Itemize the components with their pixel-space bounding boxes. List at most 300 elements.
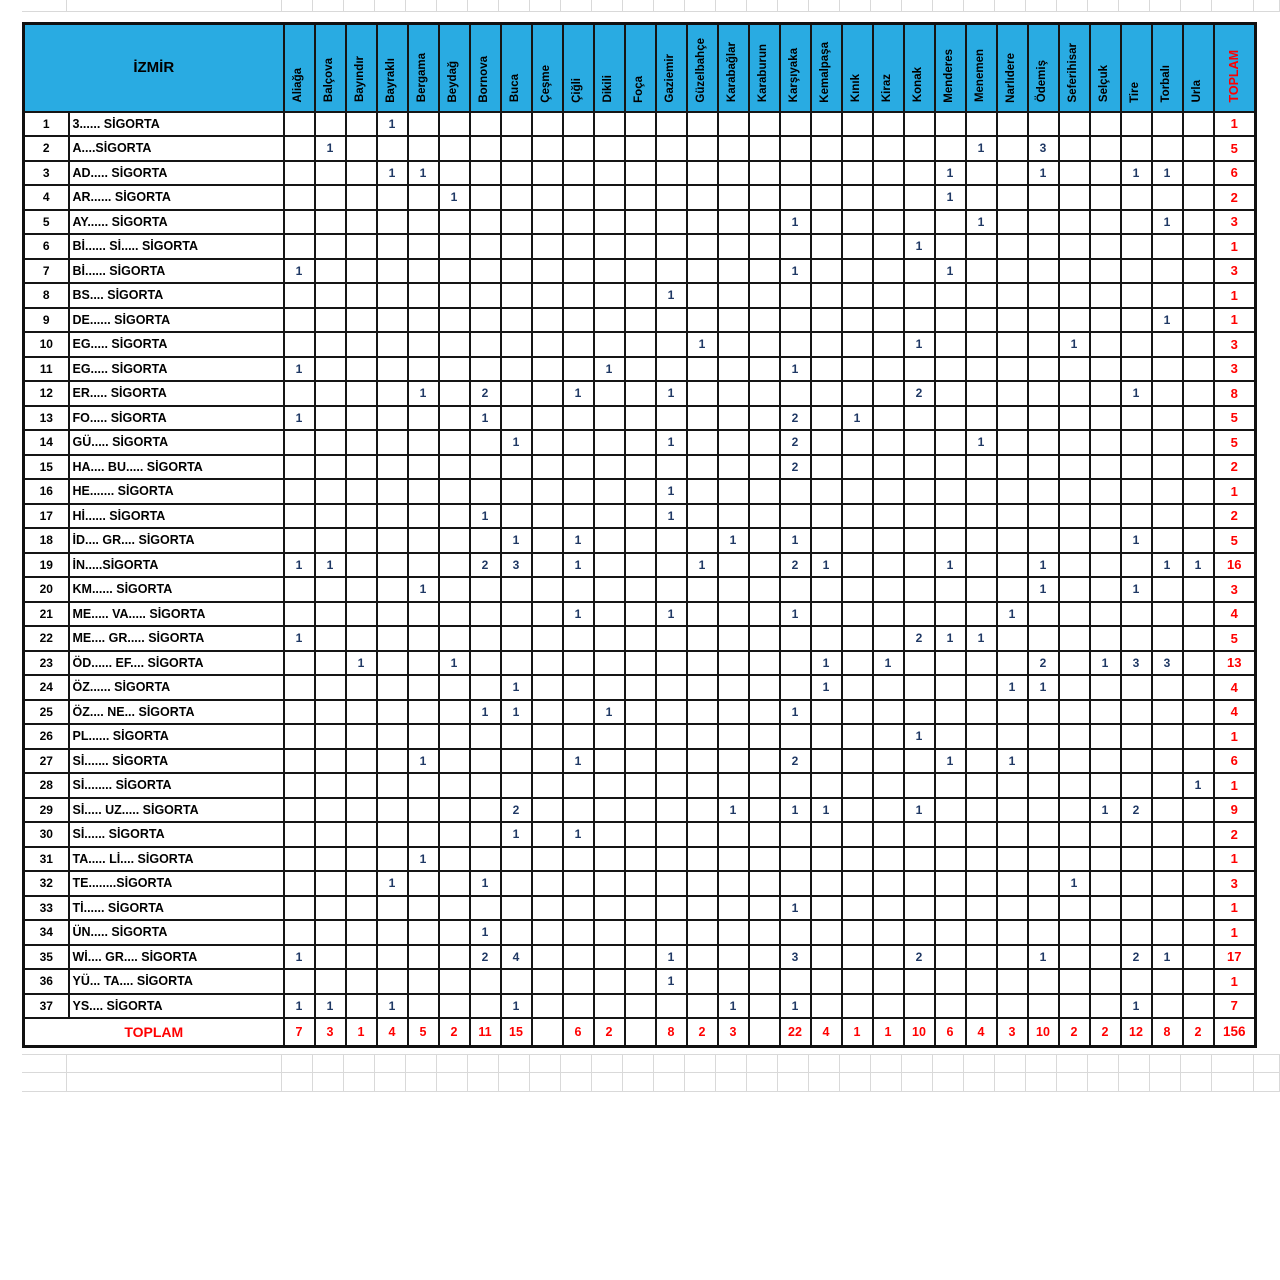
count-cell[interactable] xyxy=(625,675,656,700)
count-cell[interactable] xyxy=(749,920,780,945)
company-name[interactable]: Hİ...... SİGORTA xyxy=(69,504,284,529)
count-cell[interactable] xyxy=(439,332,470,357)
count-cell[interactable]: 4 xyxy=(501,945,532,970)
count-cell[interactable] xyxy=(935,822,966,847)
count-cell[interactable] xyxy=(625,651,656,676)
row-number[interactable]: 37 xyxy=(24,994,69,1019)
count-cell[interactable] xyxy=(1183,626,1214,651)
count-cell[interactable] xyxy=(532,847,563,872)
count-cell[interactable] xyxy=(532,161,563,186)
count-cell[interactable] xyxy=(625,112,656,137)
count-cell[interactable] xyxy=(408,332,439,357)
count-cell[interactable] xyxy=(408,602,439,627)
count-cell[interactable]: 1 xyxy=(284,259,315,284)
count-cell[interactable]: 2 xyxy=(904,945,935,970)
count-cell[interactable] xyxy=(718,479,749,504)
count-cell[interactable] xyxy=(1183,602,1214,627)
count-cell[interactable] xyxy=(780,577,811,602)
count-cell[interactable] xyxy=(532,259,563,284)
count-cell[interactable] xyxy=(470,308,501,333)
count-cell[interactable] xyxy=(904,136,935,161)
count-cell[interactable] xyxy=(346,749,377,774)
count-cell[interactable] xyxy=(842,896,873,921)
count-cell[interactable] xyxy=(904,700,935,725)
count-cell[interactable] xyxy=(842,945,873,970)
count-cell[interactable] xyxy=(811,259,842,284)
count-cell[interactable]: 1 xyxy=(470,700,501,725)
count-cell[interactable] xyxy=(780,161,811,186)
count-cell[interactable] xyxy=(1059,259,1090,284)
count-cell[interactable] xyxy=(1090,479,1121,504)
row-total[interactable]: 5 xyxy=(1214,430,1256,455)
count-cell[interactable] xyxy=(1059,553,1090,578)
count-cell[interactable] xyxy=(935,945,966,970)
count-cell[interactable] xyxy=(935,700,966,725)
company-name[interactable]: Tİ...... SİGORTA xyxy=(69,896,284,921)
count-cell[interactable] xyxy=(594,626,625,651)
column-total[interactable]: 4 xyxy=(811,1018,842,1046)
count-cell[interactable] xyxy=(656,553,687,578)
count-cell[interactable] xyxy=(532,749,563,774)
count-cell[interactable] xyxy=(997,969,1028,994)
count-cell[interactable] xyxy=(532,504,563,529)
count-cell[interactable] xyxy=(439,430,470,455)
count-cell[interactable]: 2 xyxy=(780,430,811,455)
count-cell[interactable] xyxy=(346,969,377,994)
count-cell[interactable] xyxy=(1028,602,1059,627)
count-cell[interactable] xyxy=(966,773,997,798)
count-cell[interactable] xyxy=(1152,847,1183,872)
count-cell[interactable] xyxy=(935,234,966,259)
count-cell[interactable] xyxy=(749,749,780,774)
count-cell[interactable] xyxy=(625,822,656,847)
count-cell[interactable] xyxy=(997,773,1028,798)
count-cell[interactable] xyxy=(811,430,842,455)
count-cell[interactable] xyxy=(346,798,377,823)
count-cell[interactable] xyxy=(470,847,501,872)
count-cell[interactable] xyxy=(811,945,842,970)
count-cell[interactable] xyxy=(408,112,439,137)
count-cell[interactable] xyxy=(439,675,470,700)
count-cell[interactable] xyxy=(997,577,1028,602)
count-cell[interactable] xyxy=(1059,455,1090,480)
count-cell[interactable] xyxy=(718,161,749,186)
count-cell[interactable] xyxy=(1059,798,1090,823)
row-total[interactable]: 1 xyxy=(1214,283,1256,308)
count-cell[interactable] xyxy=(408,136,439,161)
column-total[interactable]: 3 xyxy=(718,1018,749,1046)
count-cell[interactable] xyxy=(532,455,563,480)
count-cell[interactable] xyxy=(1059,724,1090,749)
count-cell[interactable] xyxy=(718,234,749,259)
count-cell[interactable] xyxy=(811,847,842,872)
count-cell[interactable] xyxy=(470,651,501,676)
count-cell[interactable] xyxy=(532,675,563,700)
count-cell[interactable] xyxy=(749,504,780,529)
row-number[interactable]: 3 xyxy=(24,161,69,186)
count-cell[interactable] xyxy=(1090,945,1121,970)
count-cell[interactable] xyxy=(625,602,656,627)
count-cell[interactable]: 3 xyxy=(501,553,532,578)
count-cell[interactable] xyxy=(284,528,315,553)
count-cell[interactable] xyxy=(594,283,625,308)
row-total[interactable]: 13 xyxy=(1214,651,1256,676)
count-cell[interactable] xyxy=(997,308,1028,333)
count-cell[interactable] xyxy=(780,479,811,504)
count-cell[interactable] xyxy=(1059,161,1090,186)
grand-total[interactable]: 156 xyxy=(1214,1018,1256,1046)
count-cell[interactable] xyxy=(470,577,501,602)
count-cell[interactable] xyxy=(1152,822,1183,847)
count-cell[interactable] xyxy=(1183,920,1214,945)
count-cell[interactable] xyxy=(966,969,997,994)
count-cell[interactable] xyxy=(594,724,625,749)
count-cell[interactable]: 3 xyxy=(1028,136,1059,161)
count-cell[interactable] xyxy=(966,920,997,945)
count-cell[interactable]: 3 xyxy=(1152,651,1183,676)
company-name[interactable]: ÜN..... SİGORTA xyxy=(69,920,284,945)
count-cell[interactable] xyxy=(997,700,1028,725)
count-cell[interactable] xyxy=(873,357,904,382)
count-cell[interactable] xyxy=(842,675,873,700)
count-cell[interactable] xyxy=(315,308,346,333)
count-cell[interactable] xyxy=(439,994,470,1019)
column-total[interactable]: 7 xyxy=(284,1018,315,1046)
count-cell[interactable] xyxy=(284,161,315,186)
count-cell[interactable] xyxy=(1090,700,1121,725)
count-cell[interactable] xyxy=(873,504,904,529)
count-cell[interactable] xyxy=(842,479,873,504)
count-cell[interactable]: 1 xyxy=(594,700,625,725)
count-cell[interactable] xyxy=(1090,308,1121,333)
count-cell[interactable] xyxy=(439,602,470,627)
count-cell[interactable] xyxy=(811,528,842,553)
column-total[interactable]: 4 xyxy=(966,1018,997,1046)
count-cell[interactable]: 1 xyxy=(1090,651,1121,676)
count-cell[interactable] xyxy=(315,822,346,847)
count-cell[interactable] xyxy=(842,847,873,872)
count-cell[interactable] xyxy=(749,234,780,259)
count-cell[interactable] xyxy=(625,332,656,357)
count-cell[interactable] xyxy=(904,185,935,210)
count-cell[interactable] xyxy=(439,945,470,970)
count-cell[interactable] xyxy=(625,308,656,333)
count-cell[interactable] xyxy=(718,332,749,357)
count-cell[interactable] xyxy=(501,871,532,896)
column-header-12[interactable] xyxy=(625,24,656,112)
count-cell[interactable] xyxy=(904,749,935,774)
row-total[interactable]: 5 xyxy=(1214,406,1256,431)
company-name[interactable]: ER..... SİGORTA xyxy=(69,381,284,406)
count-cell[interactable] xyxy=(997,259,1028,284)
count-cell[interactable] xyxy=(377,969,408,994)
count-cell[interactable] xyxy=(1059,234,1090,259)
count-cell[interactable] xyxy=(935,773,966,798)
row-number[interactable]: 12 xyxy=(24,381,69,406)
count-cell[interactable]: 1 xyxy=(780,259,811,284)
count-cell[interactable] xyxy=(1152,479,1183,504)
count-cell[interactable]: 1 xyxy=(563,822,594,847)
count-cell[interactable] xyxy=(532,553,563,578)
count-cell[interactable] xyxy=(873,332,904,357)
count-cell[interactable] xyxy=(749,602,780,627)
count-cell[interactable] xyxy=(966,724,997,749)
count-cell[interactable] xyxy=(625,455,656,480)
count-cell[interactable] xyxy=(873,724,904,749)
count-cell[interactable] xyxy=(532,381,563,406)
count-cell[interactable] xyxy=(470,969,501,994)
count-cell[interactable] xyxy=(935,283,966,308)
count-cell[interactable] xyxy=(532,773,563,798)
count-cell[interactable] xyxy=(625,871,656,896)
count-cell[interactable] xyxy=(935,724,966,749)
count-cell[interactable] xyxy=(780,626,811,651)
count-cell[interactable] xyxy=(346,896,377,921)
count-cell[interactable] xyxy=(780,822,811,847)
count-cell[interactable] xyxy=(1121,406,1152,431)
count-cell[interactable] xyxy=(997,455,1028,480)
count-cell[interactable] xyxy=(780,969,811,994)
count-cell[interactable] xyxy=(625,479,656,504)
row-total[interactable]: 2 xyxy=(1214,822,1256,847)
count-cell[interactable] xyxy=(1121,332,1152,357)
column-total[interactable]: 2 xyxy=(1183,1018,1214,1046)
count-cell[interactable] xyxy=(935,479,966,504)
count-cell[interactable] xyxy=(749,381,780,406)
count-cell[interactable] xyxy=(997,871,1028,896)
count-cell[interactable] xyxy=(687,798,718,823)
count-cell[interactable] xyxy=(718,920,749,945)
count-cell[interactable] xyxy=(346,357,377,382)
count-cell[interactable] xyxy=(656,332,687,357)
company-name[interactable]: TA..... Lİ.... SİGORTA xyxy=(69,847,284,872)
count-cell[interactable] xyxy=(1152,626,1183,651)
count-cell[interactable] xyxy=(749,724,780,749)
company-name[interactable]: Wİ.... GR.... SİGORTA xyxy=(69,945,284,970)
count-cell[interactable] xyxy=(842,528,873,553)
count-cell[interactable] xyxy=(594,455,625,480)
count-cell[interactable] xyxy=(439,455,470,480)
count-cell[interactable] xyxy=(1090,675,1121,700)
count-cell[interactable] xyxy=(284,651,315,676)
count-cell[interactable] xyxy=(315,234,346,259)
column-header-3[interactable] xyxy=(346,24,377,112)
count-cell[interactable] xyxy=(284,773,315,798)
count-cell[interactable]: 1 xyxy=(408,161,439,186)
count-cell[interactable] xyxy=(439,896,470,921)
count-cell[interactable] xyxy=(997,381,1028,406)
count-cell[interactable]: 1 xyxy=(1059,332,1090,357)
count-cell[interactable] xyxy=(377,626,408,651)
count-cell[interactable]: 1 xyxy=(718,994,749,1019)
count-cell[interactable] xyxy=(749,308,780,333)
count-cell[interactable] xyxy=(315,773,346,798)
count-cell[interactable] xyxy=(904,479,935,504)
count-cell[interactable] xyxy=(1152,504,1183,529)
count-cell[interactable] xyxy=(842,577,873,602)
count-cell[interactable] xyxy=(315,185,346,210)
count-cell[interactable] xyxy=(687,136,718,161)
count-cell[interactable] xyxy=(1059,700,1090,725)
count-cell[interactable] xyxy=(966,259,997,284)
count-cell[interactable] xyxy=(1028,822,1059,847)
count-cell[interactable] xyxy=(594,259,625,284)
count-cell[interactable] xyxy=(687,308,718,333)
count-cell[interactable] xyxy=(346,185,377,210)
row-number[interactable]: 20 xyxy=(24,577,69,602)
count-cell[interactable] xyxy=(346,847,377,872)
count-cell[interactable] xyxy=(1121,675,1152,700)
count-cell[interactable] xyxy=(656,798,687,823)
count-cell[interactable] xyxy=(315,602,346,627)
count-cell[interactable] xyxy=(284,308,315,333)
count-cell[interactable]: 1 xyxy=(656,969,687,994)
company-name[interactable]: FO..... SİGORTA xyxy=(69,406,284,431)
count-cell[interactable] xyxy=(1121,259,1152,284)
count-cell[interactable] xyxy=(1152,700,1183,725)
count-cell[interactable] xyxy=(687,675,718,700)
column-header-10[interactable] xyxy=(563,24,594,112)
count-cell[interactable] xyxy=(873,969,904,994)
count-cell[interactable] xyxy=(873,602,904,627)
column-header-30[interactable] xyxy=(1183,24,1214,112)
count-cell[interactable] xyxy=(904,112,935,137)
count-cell[interactable] xyxy=(687,455,718,480)
count-cell[interactable] xyxy=(408,308,439,333)
count-cell[interactable] xyxy=(1059,675,1090,700)
column-header-26[interactable] xyxy=(1059,24,1090,112)
count-cell[interactable] xyxy=(904,553,935,578)
row-number[interactable]: 17 xyxy=(24,504,69,529)
count-cell[interactable] xyxy=(997,430,1028,455)
count-cell[interactable] xyxy=(1028,773,1059,798)
count-cell[interactable] xyxy=(1121,504,1152,529)
count-cell[interactable] xyxy=(935,308,966,333)
row-total[interactable]: 16 xyxy=(1214,553,1256,578)
count-cell[interactable] xyxy=(1059,969,1090,994)
count-cell[interactable] xyxy=(408,822,439,847)
count-cell[interactable] xyxy=(439,210,470,235)
column-header-6[interactable] xyxy=(439,24,470,112)
count-cell[interactable] xyxy=(1059,945,1090,970)
count-cell[interactable] xyxy=(408,773,439,798)
count-cell[interactable] xyxy=(1152,112,1183,137)
column-total[interactable]: 12 xyxy=(1121,1018,1152,1046)
count-cell[interactable] xyxy=(408,994,439,1019)
company-name[interactable]: Bİ...... SİGORTA xyxy=(69,259,284,284)
count-cell[interactable] xyxy=(563,308,594,333)
column-header-7[interactable] xyxy=(470,24,501,112)
count-cell[interactable] xyxy=(749,185,780,210)
count-cell[interactable] xyxy=(687,602,718,627)
count-cell[interactable] xyxy=(439,479,470,504)
count-cell[interactable] xyxy=(1121,700,1152,725)
count-cell[interactable] xyxy=(656,749,687,774)
count-cell[interactable] xyxy=(377,332,408,357)
count-cell[interactable] xyxy=(656,406,687,431)
count-cell[interactable] xyxy=(284,847,315,872)
count-cell[interactable] xyxy=(315,430,346,455)
count-cell[interactable]: 2 xyxy=(470,945,501,970)
count-cell[interactable]: 1 xyxy=(315,994,346,1019)
count-cell[interactable] xyxy=(532,700,563,725)
count-cell[interactable] xyxy=(873,675,904,700)
count-cell[interactable] xyxy=(811,871,842,896)
count-cell[interactable] xyxy=(718,651,749,676)
column-header-16[interactable] xyxy=(749,24,780,112)
count-cell[interactable] xyxy=(749,430,780,455)
count-cell[interactable] xyxy=(594,773,625,798)
count-cell[interactable] xyxy=(718,259,749,284)
count-cell[interactable] xyxy=(811,700,842,725)
row-total[interactable]: 1 xyxy=(1214,479,1256,504)
count-cell[interactable]: 1 xyxy=(439,185,470,210)
count-cell[interactable] xyxy=(935,504,966,529)
count-cell[interactable] xyxy=(904,602,935,627)
count-cell[interactable] xyxy=(346,700,377,725)
count-cell[interactable] xyxy=(346,994,377,1019)
company-name[interactable]: ÖD...... EF.... SİGORTA xyxy=(69,651,284,676)
count-cell[interactable] xyxy=(532,871,563,896)
count-cell[interactable] xyxy=(377,773,408,798)
count-cell[interactable] xyxy=(842,700,873,725)
count-cell[interactable] xyxy=(346,112,377,137)
count-cell[interactable] xyxy=(1121,234,1152,259)
count-cell[interactable] xyxy=(718,455,749,480)
count-cell[interactable] xyxy=(687,945,718,970)
count-cell[interactable]: 1 xyxy=(501,528,532,553)
count-cell[interactable] xyxy=(687,259,718,284)
count-cell[interactable]: 1 xyxy=(408,577,439,602)
count-cell[interactable] xyxy=(997,626,1028,651)
count-cell[interactable] xyxy=(470,896,501,921)
count-cell[interactable] xyxy=(1028,920,1059,945)
count-cell[interactable] xyxy=(811,504,842,529)
count-cell[interactable] xyxy=(842,136,873,161)
count-cell[interactable] xyxy=(346,528,377,553)
count-cell[interactable] xyxy=(1028,430,1059,455)
count-cell[interactable] xyxy=(687,406,718,431)
count-cell[interactable] xyxy=(935,675,966,700)
count-cell[interactable] xyxy=(594,749,625,774)
count-cell[interactable] xyxy=(997,553,1028,578)
count-cell[interactable] xyxy=(687,749,718,774)
count-cell[interactable] xyxy=(501,969,532,994)
count-cell[interactable] xyxy=(656,626,687,651)
count-cell[interactable] xyxy=(532,234,563,259)
count-cell[interactable]: 2 xyxy=(470,381,501,406)
count-cell[interactable] xyxy=(687,357,718,382)
count-cell[interactable] xyxy=(935,136,966,161)
count-cell[interactable] xyxy=(687,896,718,921)
count-cell[interactable] xyxy=(687,773,718,798)
count-cell[interactable] xyxy=(284,185,315,210)
count-cell[interactable] xyxy=(687,430,718,455)
count-cell[interactable] xyxy=(904,161,935,186)
count-cell[interactable] xyxy=(532,479,563,504)
company-name[interactable]: ME.... GR..... SİGORTA xyxy=(69,626,284,651)
count-cell[interactable] xyxy=(563,479,594,504)
count-cell[interactable] xyxy=(284,969,315,994)
count-cell[interactable] xyxy=(501,210,532,235)
count-cell[interactable] xyxy=(749,675,780,700)
count-cell[interactable] xyxy=(284,332,315,357)
count-cell[interactable]: 1 xyxy=(873,651,904,676)
row-total[interactable]: 1 xyxy=(1214,308,1256,333)
row-number[interactable]: 34 xyxy=(24,920,69,945)
count-cell[interactable] xyxy=(873,528,904,553)
count-cell[interactable] xyxy=(749,210,780,235)
